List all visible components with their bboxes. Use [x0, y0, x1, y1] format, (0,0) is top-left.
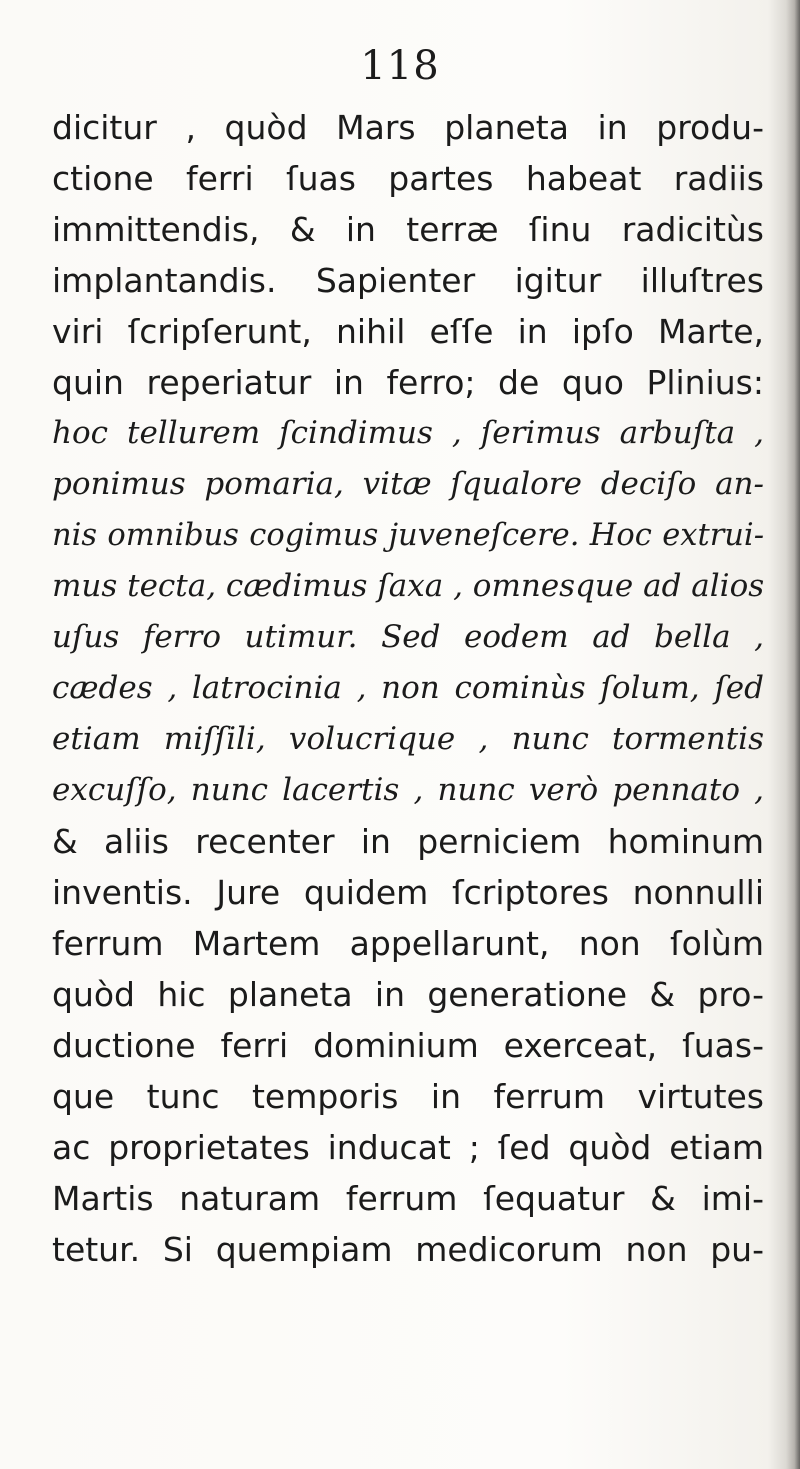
text-line: ductione ferri dominium exerceat, ſuas- — [52, 1026, 764, 1065]
text-line: Martis naturam ferrum ſequatur & imi- — [52, 1179, 764, 1218]
quote-line: etiam miſſili, volucrique , nunc tormentis — [52, 721, 764, 757]
text-line: & aliis recenter in perniciem hominum — [52, 822, 764, 861]
text-line: que tunc temporis in ferrum virtutes — [52, 1077, 764, 1116]
text-line: quin reperiatur in ferro; de quo Plinius: — [52, 363, 764, 402]
text-line: immittendis, & in terræ ſinu radicitùs — [52, 210, 764, 249]
text-line: viri ſcripſerunt, nihil eſſe in ipſo Marte, — [52, 312, 764, 351]
text-line: quòd hic planeta in generatione & pro- — [52, 975, 764, 1014]
quote-line: ponimus pomaria, vitæ ſqualore deciſo an- — [52, 466, 764, 502]
quote-line: uſus ferro utimur. Sed eodem ad bella , — [52, 619, 764, 655]
text-line: implantandis. Sapienter igitur illuſtres — [52, 261, 764, 300]
text-line: inventis. Jure quidem ſcriptores nonnulli — [52, 873, 764, 912]
text-line: dicitur , quòd Mars planeta in produ- — [52, 108, 764, 147]
text-line: tetur. Si quempiam medicorum non pu- — [52, 1230, 764, 1269]
quote-line: mus tecta, cædimus ſaxa , omnesque ad alios — [52, 568, 765, 604]
page-edge-shadow — [786, 0, 800, 1469]
page-number: 118 — [360, 43, 440, 89]
quote-line: nis omnibus cogimus juveneſcere. Hoc extrui- — [52, 518, 764, 553]
body-text — [52, 102, 764, 1275]
text-line: ferrum Martem appellarunt, non ſolùm — [52, 924, 764, 963]
quote-line: hoc tellurem ſcindimus , ſerimus arbuſta , — [52, 415, 764, 451]
text-line: ctione ferri ſuas partes habeat radiis — [52, 159, 764, 198]
text-line: ac proprietates inducat ; ſed quòd etiam — [52, 1128, 764, 1167]
quote-line: cædes , latrocinia , non cominùs ſolum, ſed — [52, 670, 764, 706]
quote-line: excuſſo, nunc lacertis , nunc verò pennato , — [52, 772, 764, 808]
